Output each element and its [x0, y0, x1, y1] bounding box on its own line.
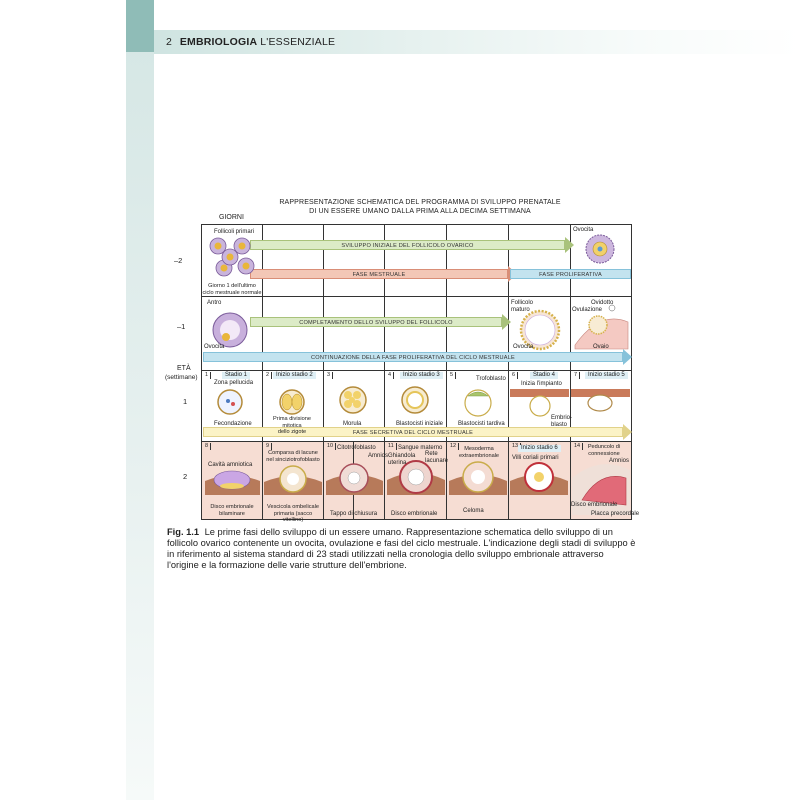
label-inizio-stadio2: Inizio stadio 2: [273, 372, 316, 379]
label-disco-embrionale-e: Disco embrionale: [391, 511, 438, 517]
label-peduncolo-line1: Peduncolo di: [587, 444, 621, 450]
caption-text: Le prime fasi dello sviluppo di un essere umano. Rappresentazione schematica dello sviluppo di un follicolo ovarico contenente un ovocita, ovulazione e fasi del ciclo mestruale. L'indicazione degli stadi di sviluppo è in riferimento al sistema standard di 23 stadi utilizzati nella cronologia dello sviluppo embrionale attraverso l'origine e la formazione delle varie strutture dell'embrione.: [167, 527, 636, 570]
label-stadio4: Stadio 4: [530, 372, 558, 379]
stage5-illustration: [571, 389, 630, 411]
stage-number-9: 9: [264, 443, 272, 450]
figure-title-line-2: DI UN ESSERE UMANO DALLA PRIMA ALLA DECIMA SETTIMANA: [309, 208, 531, 215]
implantation-illustration: [510, 389, 569, 416]
early-blastocyst-illustration: [402, 387, 428, 413]
label-follicoli-primari: Follicoli primari: [214, 229, 255, 235]
label-vescicola-line1: Vescicola ombelicale: [267, 504, 319, 510]
band-sviluppo-iniziale: SVILUPPO INIZIALE DEL FOLLICOLO OVARICO: [250, 240, 565, 250]
label-vescicola: [264, 504, 322, 524]
stage-number-10: 10: [325, 443, 336, 450]
label-fecondazione: Fecondazione: [214, 421, 252, 427]
stage-number-14: 14: [572, 443, 583, 450]
label-embrioblasto-line2: blasto: [551, 422, 568, 428]
label-ghiandola-line1: Ghiandola: [388, 453, 416, 459]
stage-number-12: 12: [448, 443, 459, 450]
row-label-minus2: –2: [174, 256, 183, 265]
band-fase-secretiva: FASE SECRETIVA DEL CICLO MESTRUALE: [203, 427, 623, 437]
morula-illustration: [340, 387, 366, 413]
label-disco-bilaminare-line2: bilaminare: [219, 510, 245, 517]
primary-villi-illustration: [510, 463, 568, 495]
label-comparsa-lacune: [264, 450, 322, 463]
label-ovidotto: Ovidotto: [591, 300, 614, 306]
label-ovulazione: Ovulazione: [572, 307, 603, 313]
label-rete-line1: Rete: [425, 451, 438, 457]
extraembryonic-mesoderm-illustration: [449, 462, 507, 495]
amniotic-cavity-illustration: [205, 471, 260, 495]
figure-label: Fig. 1.1: [167, 527, 200, 537]
label-giorno1: [202, 283, 262, 296]
label-embrioblasto-line1: Embrio-: [551, 415, 573, 421]
label-prima-divisione-line1: Prima divisione mitotica: [273, 416, 311, 429]
closing-plug-illustration: [326, 464, 383, 495]
label-tappo: Tappo di chiusura: [330, 511, 378, 517]
two-cell-illustration: [280, 390, 304, 414]
label-rete-lacunare: [425, 451, 448, 465]
label-zona-pellucida: Zona pellucida: [214, 380, 254, 386]
label-villi: Villi coriali primari: [512, 455, 559, 461]
antral-follicle-illustration: [213, 313, 247, 347]
band-fase-mestruale: FASE MESTRUALE: [250, 269, 508, 279]
label-giorno1-line1: Giorno 1 dell'ultimo: [208, 283, 256, 289]
oocyte-r1-illustration: [586, 235, 614, 263]
label-sangue-materno: Sangue materno: [398, 445, 443, 451]
late-blastocyst-illustration: [465, 390, 491, 416]
label-follicolo: [511, 300, 533, 314]
label-disco-bilaminare-line1: Disco embrionale: [210, 504, 254, 510]
label-peduncolo-line2: connessione: [588, 450, 620, 457]
label-embrioblasto: [551, 415, 572, 429]
page-number: 2: [166, 36, 172, 48]
book-subtitle: L'ESSENZIALE: [260, 36, 336, 48]
stage-number-11: 11: [386, 443, 397, 450]
label-disco-embrionale-g: Disco embrionale: [571, 502, 618, 508]
label-antro: Antro: [207, 300, 222, 306]
stage-number-13: 13: [510, 443, 521, 450]
label-comparsa-line1: Comparsa di lacune: [268, 450, 318, 456]
label-celoma: Celoma: [463, 508, 484, 514]
label-cavita-amniotica: Cavità amniotica: [208, 462, 253, 468]
stage-number-6: 6: [510, 372, 518, 379]
label-mesoderma: [452, 446, 506, 459]
label-ovaio: Ovaio: [593, 344, 609, 350]
stage-number-7: 7: [572, 372, 580, 379]
label-inizio-stadio5: Inizio stadio 5: [585, 372, 628, 379]
label-ovocita-r2-mid: Ovocita: [513, 344, 534, 350]
label-citotrofoblasto: Citotrofoblasto: [337, 445, 376, 451]
label-placca: Placca precordale: [591, 511, 640, 517]
label-prima-divisione: [263, 416, 321, 436]
band-completamento: COMPLETAMENTO DELLO SVILUPPO DEL FOLLICOLO: [250, 317, 502, 327]
figure-caption: [167, 527, 637, 571]
label-ovocita-r2-left: Ovocita: [204, 344, 225, 350]
label-rete-line2: lacunare: [425, 458, 449, 464]
label-stadio1: Stadio 1: [222, 372, 250, 379]
label-ovocita-r1: Ovocita: [573, 227, 594, 233]
label-inizia-impianto: Inizia l'impianto: [521, 381, 562, 387]
row-label-minus1: –1: [177, 322, 186, 331]
label-mesoderma-line2: extraembrionale: [458, 452, 500, 459]
label-follicolo-line2: maturo: [511, 307, 530, 313]
stage-number-5: 5: [448, 372, 456, 379]
stage-number-2: 2: [264, 372, 272, 379]
band-fase-proliferativa: FASE PROLIFERATIVA: [510, 269, 631, 279]
label-giorno1-line2: ciclo mestruale normale: [202, 289, 262, 296]
stage-number-4: 4: [386, 372, 394, 379]
label-follicolo-line1: Follicolo: [511, 300, 534, 306]
stage-number-3: 3: [325, 372, 333, 379]
label-ghiandola: [388, 453, 415, 467]
label-mesoderma-line1: Mesoderma: [464, 446, 494, 452]
axis-label-settimane: (settimane): [165, 374, 198, 381]
stage-number-8: 8: [203, 443, 211, 450]
label-inizio-stadio3: Inizio stadio 3: [400, 372, 443, 379]
axis-label-eta: ETÀ: [177, 365, 191, 372]
label-amnios-g: Amnios: [609, 458, 630, 464]
row-label-1: 1: [183, 397, 188, 406]
label-blastocisti-iniziale: Blastocisti iniziale: [396, 421, 444, 427]
label-prima-divisione-line2: dello zigote: [277, 429, 307, 435]
label-trofoblasto: Trofoblasto: [476, 376, 506, 382]
label-inizio-stadio6: Inizio stadio 6: [518, 445, 561, 452]
label-morula: Morula: [343, 421, 362, 427]
label-blastocisti-tardiva: Blastocisti tardiva: [458, 421, 505, 427]
label-amnios-c: Amnios: [368, 453, 389, 459]
label-disco-bilaminare: [203, 504, 261, 517]
lacunae-illustration: [264, 466, 322, 495]
row-label-2: 2: [183, 472, 188, 481]
figure-title-line-1: RAPPRESENTAZIONE SCHEMATICA DEL PROGRAMMA DI SVILUPPO PRENATALE: [279, 199, 561, 206]
primary-follicles-illustration: [210, 238, 254, 276]
column-header-giorni: GIORNI: [219, 214, 244, 221]
label-vescicola-line2: primaria (sacco vitellino): [273, 510, 313, 523]
label-ghiandola-line2: uterina: [388, 460, 407, 466]
label-comparsa-line2: nel sinciziotrofoblasto: [266, 456, 320, 463]
label-peduncolo: [582, 444, 626, 457]
zygote-illustration: [218, 390, 242, 414]
stage-number-1: 1: [203, 372, 211, 379]
band-continuazione: CONTINUAZIONE DELLA FASE PROLIFERATIVA DEL CICLO MESTRUALE: [203, 352, 623, 362]
book-subject: EMBRIOLOGIA: [179, 36, 258, 48]
